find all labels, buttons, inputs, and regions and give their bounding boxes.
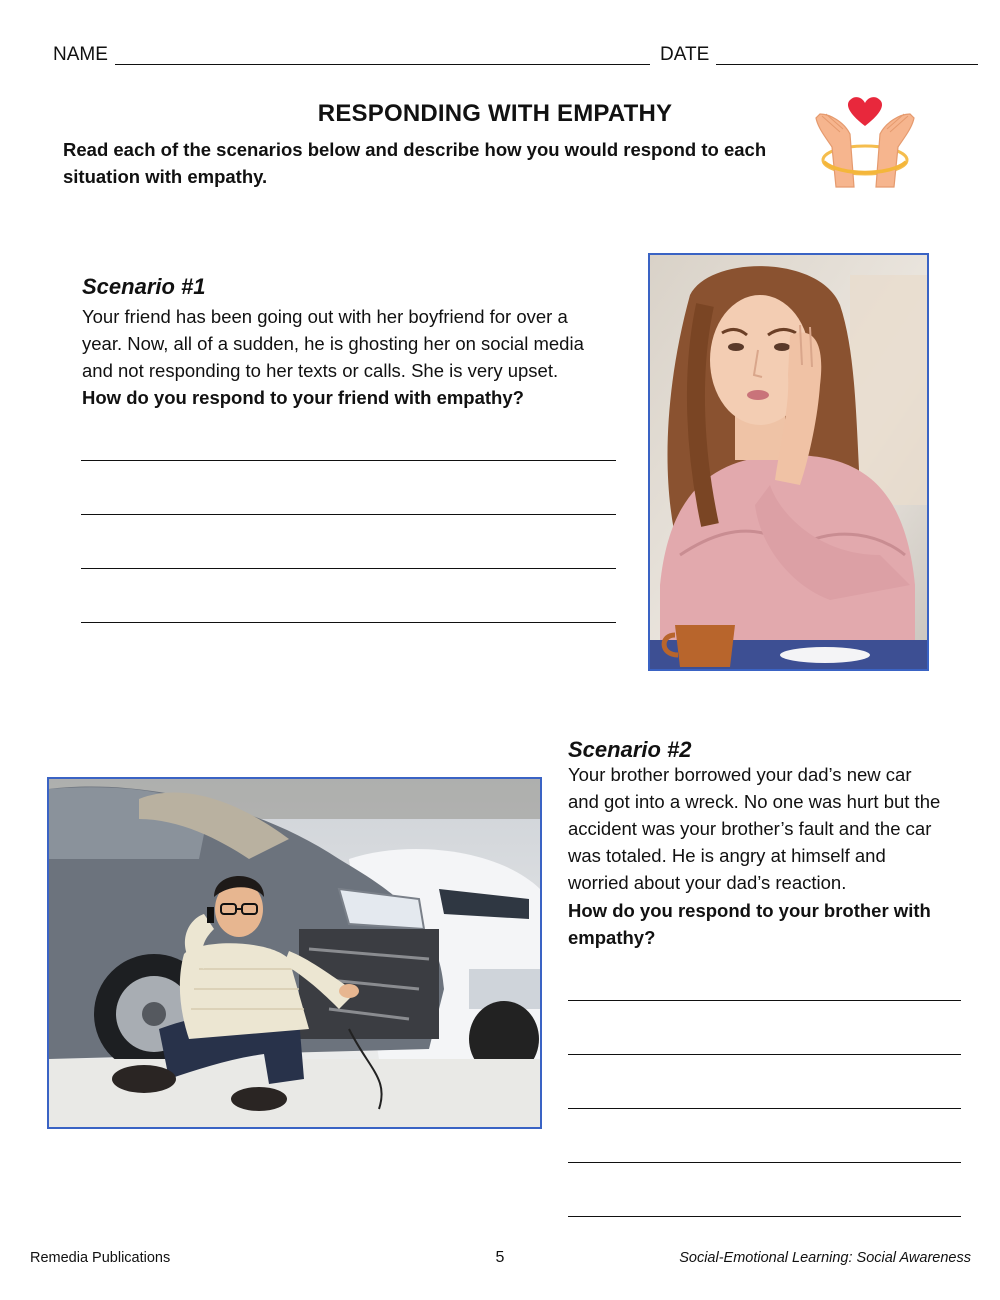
scenario-2-question-line: empathy? [568,927,656,948]
scenario-1-line: and not responding to her texts or calls. She is very upset. [82,360,559,381]
scenario-2-line: accident was your brother’s fault and the car [568,818,932,839]
scenario-2-answer-line-5[interactable] [568,1216,961,1217]
scenario-1-question: How do you respond to your friend with empathy? [82,387,524,408]
scenario-1-answer-line-3[interactable] [81,568,616,569]
scenario-1-line: year. Now, all of a sudden, he is ghosting her on social media [82,333,584,354]
page-title: RESPONDING WITH EMPATHY [317,100,673,127]
date-label: DATE [660,44,710,65]
scenario-1-text [82,303,642,384]
footer-series: Social-Emotional Learning: Social Awareness [679,1250,971,1266]
scenario-2-question-line: How do you respond to your brother with [568,900,931,921]
upset-woman-photo [648,253,929,671]
scenario-2-line: and got into a wreck. No one was hurt but the [568,791,941,812]
scenario-1-line: Your friend has been going out with her boyfriend for over a [82,306,568,327]
name-date-row [53,44,978,68]
scenario-2-title: Scenario #2 [568,737,692,762]
scenario-1-title: Scenario #1 [82,274,206,299]
scenario-2-line: worried about your dad’s reaction. [568,872,847,893]
heart-hands-icon [810,92,920,197]
scenario-2-answer-line-4[interactable] [568,1162,961,1163]
scenario-1-answer-line-4[interactable] [81,622,616,623]
scenario-2-line: was totaled. He is angry at himself and [568,845,886,866]
car-wreck-photo [47,777,542,1129]
name-label: NAME [53,44,108,65]
instructions: Read each of the scenarios below and describe how you would respond to each situation with empathy. [63,139,767,187]
scenario-1-answer-line-2[interactable] [81,514,616,515]
scenario-2-question [568,897,978,951]
footer-publisher: Remedia Publications [30,1250,171,1266]
scenario-2-line: Your brother borrowed your dad’s new car [568,764,912,785]
scenario-2-answer-line-2[interactable] [568,1054,961,1055]
page-number: 5 [495,1249,505,1266]
scenario-2-answer-line-1[interactable] [568,1000,961,1001]
scenario-2-answer-line-3[interactable] [568,1108,961,1109]
scenario-1-answer-line-1[interactable] [81,460,616,461]
scenario-2-text [568,761,978,896]
date-field[interactable] [716,64,978,65]
name-field[interactable] [115,64,650,65]
